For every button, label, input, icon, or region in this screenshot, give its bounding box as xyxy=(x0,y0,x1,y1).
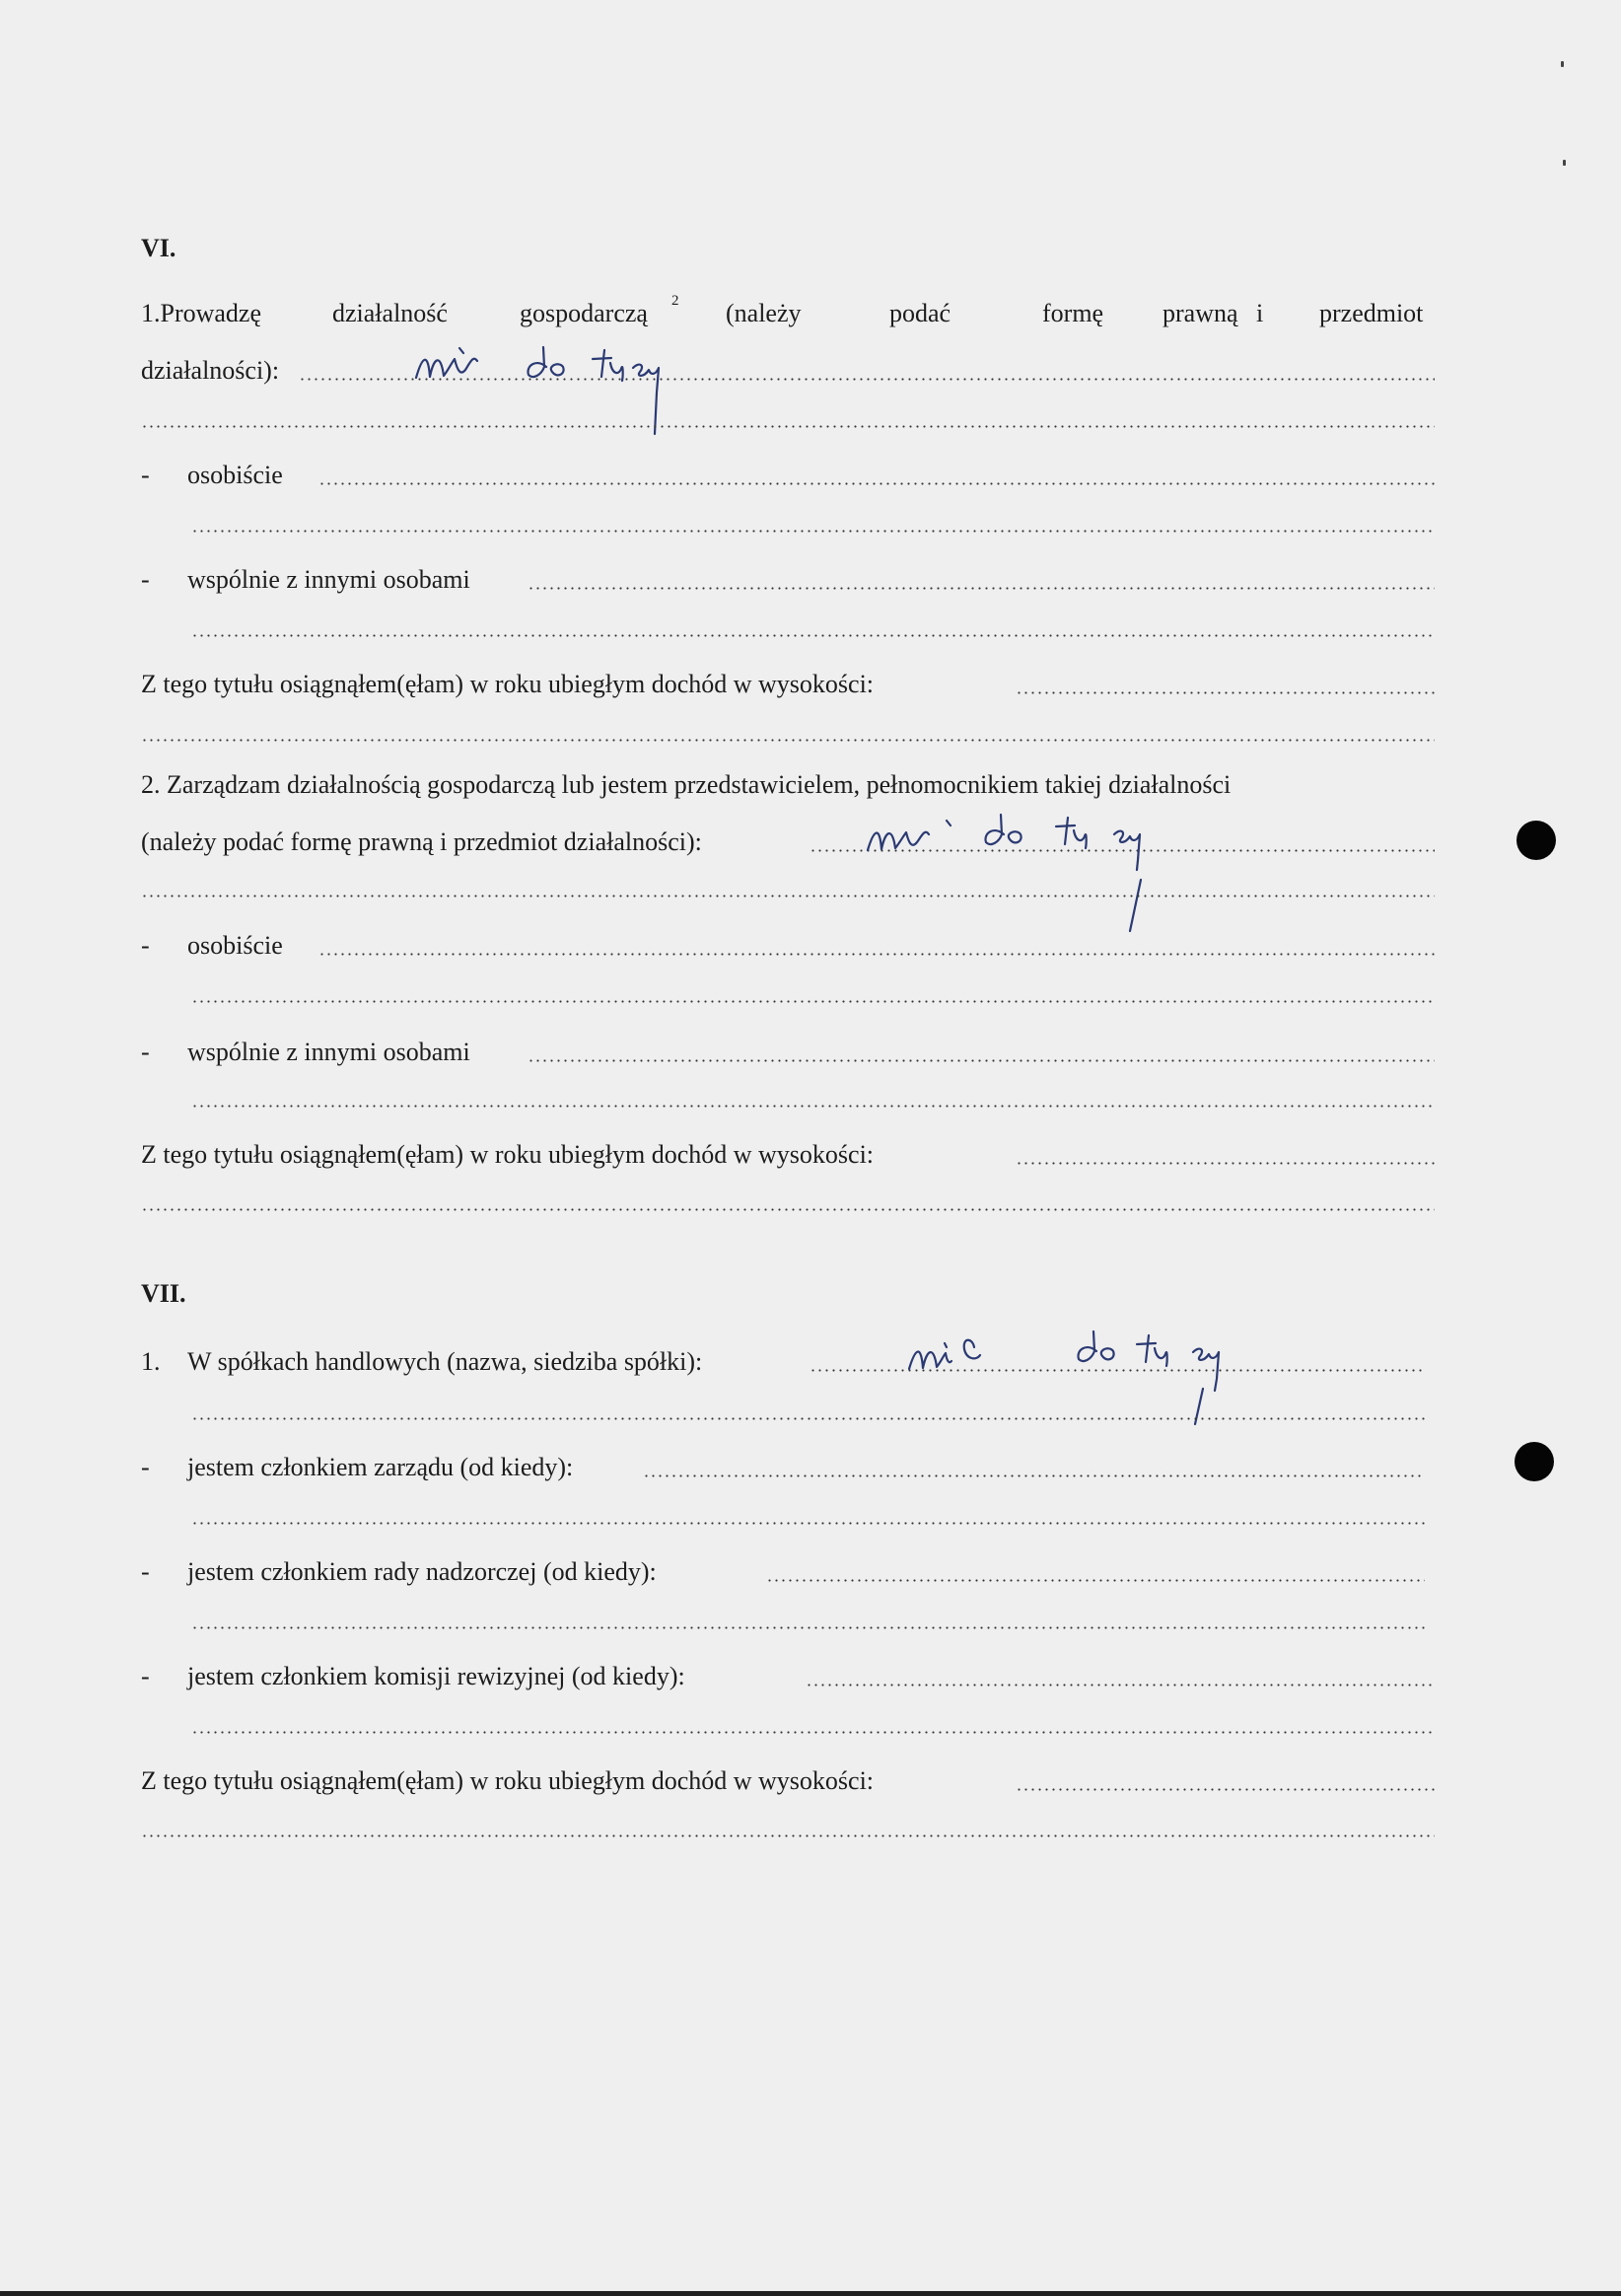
answer-line xyxy=(141,425,1435,428)
punch-hole xyxy=(1516,821,1556,860)
answer-line xyxy=(141,895,1435,897)
section-vi-heading: VI. xyxy=(141,234,176,262)
vi-1-line2: działalności): xyxy=(141,356,280,385)
answer-line xyxy=(191,530,1435,533)
list-marker: - xyxy=(141,1453,150,1481)
answer-line xyxy=(191,1000,1435,1003)
section-vii-heading: VII. xyxy=(141,1279,186,1308)
answer-line xyxy=(766,1579,1425,1582)
vi-1-word: gospodarczą xyxy=(520,299,648,327)
answer-line xyxy=(806,1684,1435,1686)
vii-1-label: W spółkach handlowych (nazwa, siedziba spółki): xyxy=(187,1347,703,1376)
vi-1-word: i xyxy=(1256,299,1264,327)
list-marker: - xyxy=(141,931,150,960)
answer-line xyxy=(141,1208,1435,1211)
vii-supervisory-label: jestem członkiem rady nadzorczej (od kiedy): xyxy=(187,1557,657,1586)
footnote-ref: 2 xyxy=(671,293,679,309)
list-marker: - xyxy=(141,565,150,594)
answer-line xyxy=(191,1626,1425,1629)
vii-income-label: Z tego tytułu osiągnąłem(ęłam) w roku ubiegłym dochód w wysokości: xyxy=(141,1766,875,1795)
vi-1-word: przedmiot xyxy=(1319,299,1424,327)
answer-line xyxy=(141,739,1435,742)
vii-audit-label: jestem członkiem komisji rewizyjnej (od kiedy): xyxy=(187,1662,685,1690)
list-marker: - xyxy=(141,461,150,489)
list-marker: - xyxy=(141,1557,150,1586)
vi-2-line1: 2. Zarządzam działalnością gospodarczą lub jestem przedstawicielem, pełnomocnikiem takiej działalności xyxy=(141,770,1232,799)
vii-board-label: jestem członkiem zarządu (od kiedy): xyxy=(187,1453,574,1481)
answer-line xyxy=(1016,1788,1435,1791)
vi-1-word: prawną xyxy=(1163,299,1238,327)
list-marker: - xyxy=(141,1038,150,1066)
answer-line xyxy=(1016,1162,1435,1165)
scan-speck xyxy=(1561,61,1564,67)
answer-line xyxy=(528,587,1435,590)
vi-1-word: działalność xyxy=(332,299,448,327)
answer-line xyxy=(191,1731,1435,1734)
scan-bottom-edge xyxy=(0,2291,1621,2296)
answer-line xyxy=(191,1417,1425,1420)
answer-line xyxy=(141,1834,1435,1837)
vi-2-personally-label: osobiście xyxy=(187,931,283,960)
vi-2-line2: (należy podać formę prawną i przedmiot działalności): xyxy=(141,827,702,856)
vi-1-income-label: Z tego tytułu osiągnąłem(ęłam) w roku ubiegłym dochód w wysokości: xyxy=(141,670,875,698)
answer-line xyxy=(318,953,1435,956)
handwritten-signature-mark xyxy=(414,345,769,434)
answer-line xyxy=(191,634,1435,637)
answer-line xyxy=(191,1105,1435,1108)
answer-line xyxy=(528,1059,1435,1062)
answer-line xyxy=(643,1474,1425,1477)
list-marker: - xyxy=(141,1662,150,1690)
vi-1-personally-label: osobiście xyxy=(187,461,283,489)
vi-1-word: formę xyxy=(1042,299,1104,327)
handwritten-signature-mark xyxy=(866,815,1191,933)
answer-line xyxy=(191,1522,1425,1525)
answer-line xyxy=(1016,691,1435,694)
vi-2-income-label: Z tego tytułu osiągnąłem(ęłam) w roku ubiegłym dochód w wysokości: xyxy=(141,1140,875,1169)
vi-1-jointly-label: wspólnie z innymi osobami xyxy=(187,565,470,594)
vi-1-word: 1.Prowadzę xyxy=(141,299,262,327)
vi-2-jointly-label: wspólnie z innymi osobami xyxy=(187,1038,470,1066)
handwritten-signature-mark xyxy=(907,1329,1282,1428)
scan-speck xyxy=(1563,160,1566,166)
vi-1-word: (należy xyxy=(726,299,802,327)
vii-1-number: 1. xyxy=(141,1347,161,1376)
answer-line xyxy=(318,482,1435,485)
punch-hole xyxy=(1515,1442,1554,1481)
vi-1-word: podać xyxy=(889,299,951,327)
